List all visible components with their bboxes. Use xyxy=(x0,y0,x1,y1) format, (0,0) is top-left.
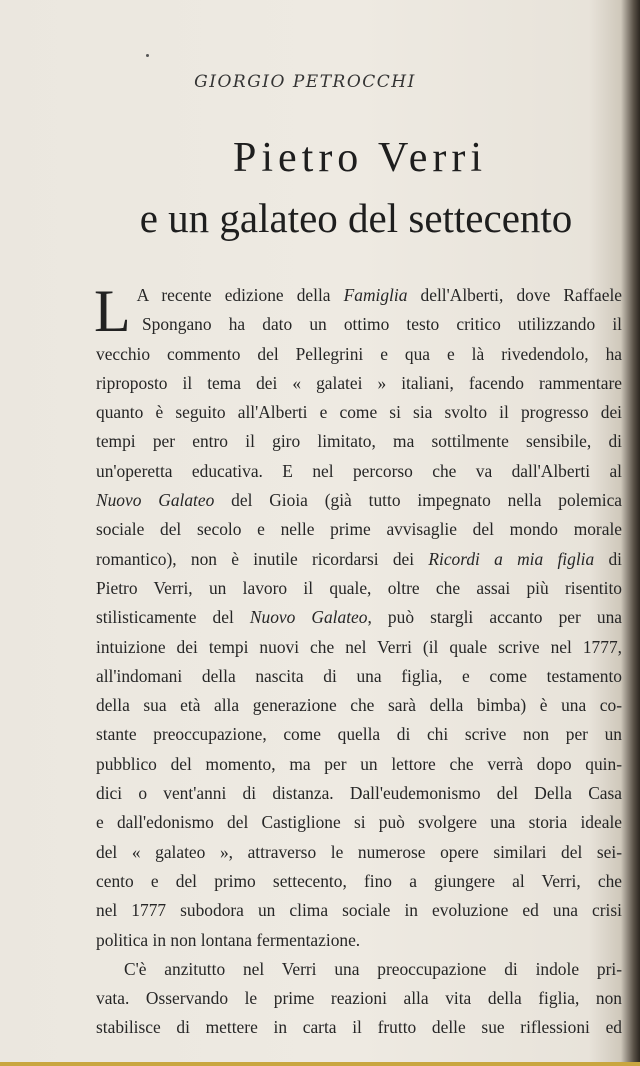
text-line: politica in non lontana fermentazione. xyxy=(96,929,361,950)
drop-cap: L xyxy=(94,278,131,344)
paper-speck xyxy=(146,54,149,57)
text-line: cento e del primo settecento, fino a giungere al Verri, che xyxy=(96,870,622,891)
text-line: tempi per entro il giro limitato, ma sottilmente sensibile, di xyxy=(96,431,622,452)
text-line: sociale del secolo e nelle prime avvisaglie del mondo morale xyxy=(96,519,622,540)
text-line: della sua età alla generazione che sarà della bimba) è una co- xyxy=(96,695,622,716)
text-line: Nuovo Galateo del Gioia (già tutto impegnato nella polemica xyxy=(96,490,623,511)
text-line: Spongano ha dato un ottimo testo critico utilizzando il xyxy=(142,314,622,335)
text-line: riproposto il tema dei « galatei » italiani, facendo rammentare xyxy=(96,372,622,393)
text-line: nel 1777 subodora un clima sociale in evoluzione ed una crisi xyxy=(96,900,622,921)
page-bottom-edge xyxy=(0,1062,640,1066)
text-line: un'operetta educativa. E nel percorso che va dall'Alberti al xyxy=(96,460,622,481)
text-line: C'è anzitutto nel Verri una preoccupazione di indole pri- xyxy=(124,958,622,979)
text-line: quanto è seguito all'Alberti e come si sia svolto il progresso dei xyxy=(96,402,622,423)
text-line: stante preoccupazione, come quella di chi scrive non per un xyxy=(96,724,622,745)
text-line: e dall'edonismo del Castiglione si può svolgere una storia ideale xyxy=(96,812,622,833)
paragraph-1 xyxy=(94,278,623,955)
text-line: vecchio commento del Pellegrini e qua e là rivedendolo, ha xyxy=(96,343,622,364)
text-line: stilisticamente del Nuovo Galateo, può stargli accanto per una xyxy=(96,607,622,628)
text-line: intuizione dei tempi nuovi che nel Verri (il quale scrive nel 1777, xyxy=(96,636,622,657)
article-title-line-2: e un galateo del settecento xyxy=(139,195,573,241)
text-line: dici o vent'anni di distanza. Dall'eudemonismo del Della Casa xyxy=(96,783,622,804)
text-line: all'indomani della nascita di una figlia, e come testamento xyxy=(96,665,622,686)
article-body xyxy=(94,278,623,1043)
text-line: pubblico del momento, ma per un lettore che verrà dopo quin- xyxy=(96,753,622,774)
paragraph-2 xyxy=(96,955,622,1043)
text-line: Pietro Verri, un lavoro il quale, oltre che assai più risentito xyxy=(96,577,622,598)
text-line: del « galateo », attraverso le numerose opere similari del sei- xyxy=(96,841,622,862)
text-line: A recente edizione della Famiglia dell'Alberti, dove Raffaele xyxy=(136,285,622,305)
article-title-line-1: Pietro Verri xyxy=(232,135,488,181)
author-name: GIORGIO PETROCCHI xyxy=(194,72,416,92)
text-line: stabilisce di mettere in carta il frutto delle sue riflessioni ed xyxy=(96,1017,622,1038)
text-line: romantico), non è inutile ricordarsi dei Ricordi a mia figlia di xyxy=(96,548,622,569)
text-line: vata. Osservando le prime reazioni alla vita della figlia, non xyxy=(96,988,622,1009)
